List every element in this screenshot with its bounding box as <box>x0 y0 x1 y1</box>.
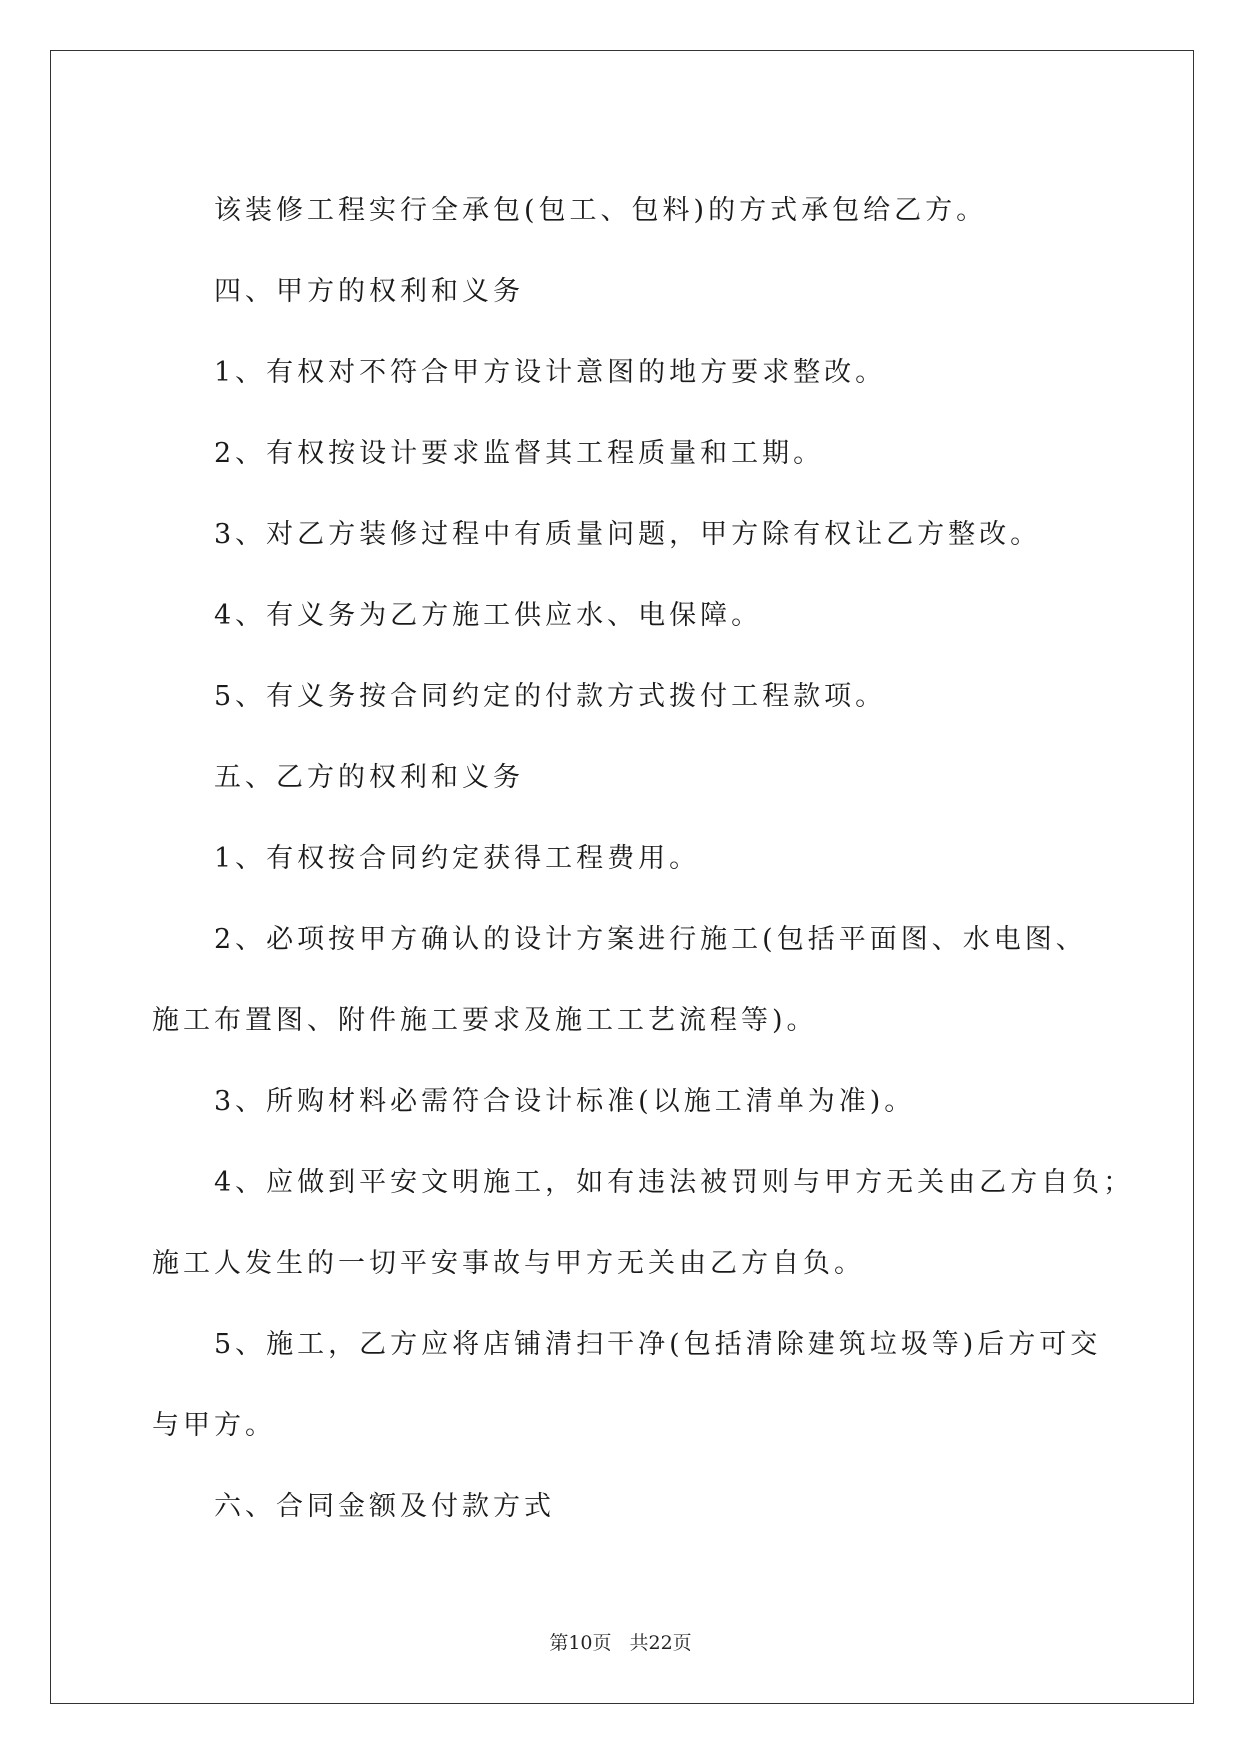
paragraph: 2、有权按设计要求监督其工程质量和工期。 <box>214 438 825 469</box>
paragraph: 5、有义务按合同约定的付款方式拨付工程款项。 <box>214 681 887 712</box>
paragraph-continuation: 施工布置图、附件施工要求及施工工艺流程等)。 <box>152 1005 818 1036</box>
page-footer <box>0 1628 1241 1655</box>
section-heading: 四、甲方的权利和义务 <box>214 276 524 307</box>
total-pages: 共22页 <box>629 1632 692 1654</box>
paragraph: 1、有权对不符合甲方设计意图的地方要求整改。 <box>214 357 887 388</box>
paragraph-continuation: 施工人发生的一切平安事故与甲方无关由乙方自负。 <box>152 1248 865 1279</box>
paragraph: 该装修工程实行全承包(包工、包料)的方式承包给乙方。 <box>214 195 988 226</box>
paragraph: 1、有权按合同约定获得工程费用。 <box>214 843 701 874</box>
paragraph: 5、施工，乙方应将店铺清扫干净(包括清除建筑垃圾等)后方可交 <box>214 1329 1102 1360</box>
section-heading: 五、乙方的权利和义务 <box>214 762 524 793</box>
paragraph-continuation: 与甲方。 <box>152 1410 276 1441</box>
paragraph: 3、对乙方装修过程中有质量问题，甲方除有权让乙方整改。 <box>214 519 1042 550</box>
paragraph: 2、必项按甲方确认的设计方案进行施工(包括平面图、水电图、 <box>214 924 1087 955</box>
paragraph: 3、所购材料必需符合设计标准(以施工清单为准)。 <box>214 1086 916 1117</box>
paragraph: 4、有义务为乙方施工供应水、电保障。 <box>214 600 763 631</box>
section-heading: 六、合同金额及付款方式 <box>214 1491 555 1522</box>
current-page-number: 第10页 <box>549 1632 612 1654</box>
paragraph: 4、应做到平安文明施工，如有违法被罚则与甲方无关由乙方自负； <box>214 1167 1135 1198</box>
document-body <box>152 170 1135 1547</box>
